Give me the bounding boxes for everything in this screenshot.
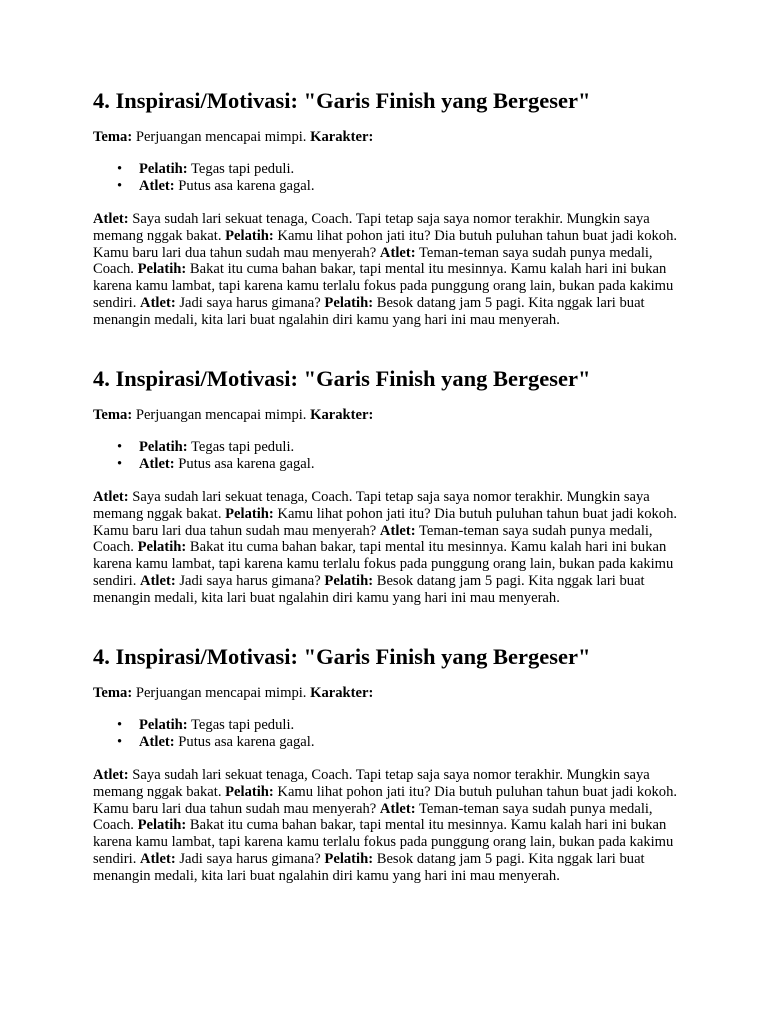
speaker-label: Atlet: — [93, 489, 129, 505]
theme-text: Perjuangan mencapai mimpi. — [132, 685, 311, 701]
dialog-text: Kamu lihat pohon jati itu? Dia butuh puluhan tahun buat jadi kokoh. Kamu baru lari dua tahun sudah mau menyerah? — [93, 227, 678, 261]
dialog-text: Jadi saya harus gimana? — [175, 572, 325, 589]
script-section — [93, 87, 678, 365]
character-label: Karakter: — [310, 685, 374, 701]
speaker-label: Pelatih: — [324, 850, 374, 867]
theme-line — [93, 129, 678, 146]
speaker-label: Atlet: — [379, 522, 416, 539]
dialog-text: Teman-teman saya sudah punya medali, Coach. — [93, 522, 653, 556]
document-page — [93, 87, 678, 921]
speaker-label: Atlet: — [140, 572, 176, 589]
dialog-text: Teman-teman saya sudah punya medali, Coach. — [93, 800, 653, 834]
speaker-label: Pelatih: — [225, 783, 274, 800]
list-item — [117, 161, 678, 178]
theme-text: Perjuangan mencapai mimpi. — [132, 129, 311, 145]
character-name: Atlet: — [139, 734, 175, 750]
character-name: Pelatih: — [139, 161, 188, 177]
dialog-paragraph — [93, 211, 678, 329]
bullet-icon: • — [117, 717, 123, 733]
list-item — [117, 734, 678, 751]
character-label: Karakter: — [310, 129, 374, 145]
speaker-label: Pelatih: — [225, 227, 274, 244]
speaker-label: Atlet: — [93, 211, 129, 227]
dialog-text: Kamu lihat pohon jati itu? Dia butuh puluhan tahun buat jadi kokoh. Kamu baru lari dua tahun sudah mau menyerah? — [93, 505, 678, 539]
speaker-label: Pelatih: — [324, 294, 374, 311]
speaker-label: Atlet: — [379, 800, 416, 817]
dialog-paragraph — [93, 489, 678, 607]
character-label: Karakter: — [310, 407, 374, 423]
speaker-label: Pelatih: — [225, 505, 274, 522]
theme-line — [93, 407, 678, 424]
theme-line — [93, 685, 678, 702]
theme-label: Tema: — [93, 129, 133, 145]
dialog-text: Bakat itu cuma bahan bakar, tapi mental itu mesinnya. Kamu kalah hari ini bukan karena kamu lambat, tapi karena kamu terlalu fokus pada punggung orang lain, bukan pada kakimu sendiri. — [93, 261, 674, 311]
character-name: Pelatih: — [139, 439, 188, 455]
dialog-text: Jadi saya harus gimana? — [175, 850, 325, 867]
bullet-icon: • — [117, 456, 123, 472]
dialog-text: Saya sudah lari sekuat tenaga, Coach. Tapi tetap saja saya nomor terakhir. Mungkin saya memang nggak bakat. — [93, 489, 650, 522]
theme-label: Tema: — [93, 407, 133, 423]
character-desc: Tegas tapi peduli. — [187, 717, 295, 733]
bullet-icon: • — [117, 178, 123, 194]
script-section — [93, 365, 678, 643]
speaker-label: Atlet: — [140, 294, 176, 311]
speaker-label: Atlet: — [379, 244, 416, 261]
dialog-text: Kamu lihat pohon jati itu? Dia butuh puluhan tahun buat jadi kokoh. Kamu baru lari dua tahun sudah mau menyerah? — [93, 783, 678, 817]
character-name: Atlet: — [139, 178, 175, 194]
speaker-label: Pelatih: — [324, 572, 374, 589]
dialog-text: Saya sudah lari sekuat tenaga, Coach. Tapi tetap saja saya nomor terakhir. Mungkin saya memang nggak bakat. — [93, 211, 650, 244]
speaker-label: Pelatih: — [137, 817, 187, 834]
bullet-icon: • — [117, 439, 123, 455]
character-desc: Putus asa karena gagal. — [174, 178, 315, 194]
dialog-text: Bakat itu cuma bahan bakar, tapi mental itu mesinnya. Kamu kalah hari ini bukan karena kamu lambat, tapi karena kamu terlalu fokus pada punggung orang lain, bukan pada kakimu sendiri. — [93, 539, 674, 589]
dialog-text: Jadi saya harus gimana? — [175, 294, 325, 311]
dialog-text: Besok datang jam 5 pagi. Kita nggak lari buat menangin medali, kita lari buat ngalahin diri kamu yang hari ini mau menyerah. — [93, 572, 645, 606]
character-desc: Tegas tapi peduli. — [187, 439, 295, 455]
bullet-icon: • — [117, 161, 123, 177]
theme-text: Perjuangan mencapai mimpi. — [132, 407, 311, 423]
dialog-text: Besok datang jam 5 pagi. Kita nggak lari buat menangin medali, kita lari buat ngalahin diri kamu yang hari ini mau menyerah. — [93, 850, 645, 884]
bullet-icon: • — [117, 734, 123, 750]
speaker-label: Pelatih: — [137, 539, 187, 556]
dialog-text: Bakat itu cuma bahan bakar, tapi mental itu mesinnya. Kamu kalah hari ini bukan karena kamu lambat, tapi karena kamu terlalu fokus pada punggung orang lain, bukan pada kakimu sendiri. — [93, 817, 674, 867]
character-desc: Putus asa karena gagal. — [174, 456, 315, 472]
character-list — [93, 439, 678, 473]
character-list — [93, 161, 678, 195]
section-title: 4. Inspirasi/Motivasi: "Garis Finish yang Bergeser" — [93, 644, 591, 669]
dialog-text: Saya sudah lari sekuat tenaga, Coach. Tapi tetap saja saya nomor terakhir. Mungkin saya memang nggak bakat. — [93, 767, 650, 800]
theme-label: Tema: — [93, 685, 133, 701]
section-title: 4. Inspirasi/Motivasi: "Garis Finish yang Bergeser" — [93, 366, 591, 391]
section-title: 4. Inspirasi/Motivasi: "Garis Finish yang Bergeser" — [93, 88, 591, 113]
character-list — [93, 717, 678, 751]
speaker-label: Atlet: — [140, 850, 176, 867]
character-name: Atlet: — [139, 456, 175, 472]
character-desc: Putus asa karena gagal. — [174, 734, 315, 750]
speaker-label: Pelatih: — [137, 261, 187, 278]
list-item — [117, 178, 678, 195]
list-item — [117, 717, 678, 734]
list-item — [117, 439, 678, 456]
list-item — [117, 456, 678, 473]
dialog-text: Teman-teman saya sudah punya medali, Coach. — [93, 244, 653, 278]
character-desc: Tegas tapi peduli. — [187, 161, 295, 177]
dialog-paragraph — [93, 767, 678, 885]
character-name: Pelatih: — [139, 717, 188, 733]
dialog-text: Besok datang jam 5 pagi. Kita nggak lari buat menangin medali, kita lari buat ngalahin diri kamu yang hari ini mau menyerah. — [93, 294, 645, 328]
speaker-label: Atlet: — [93, 767, 129, 783]
script-section — [93, 643, 678, 921]
